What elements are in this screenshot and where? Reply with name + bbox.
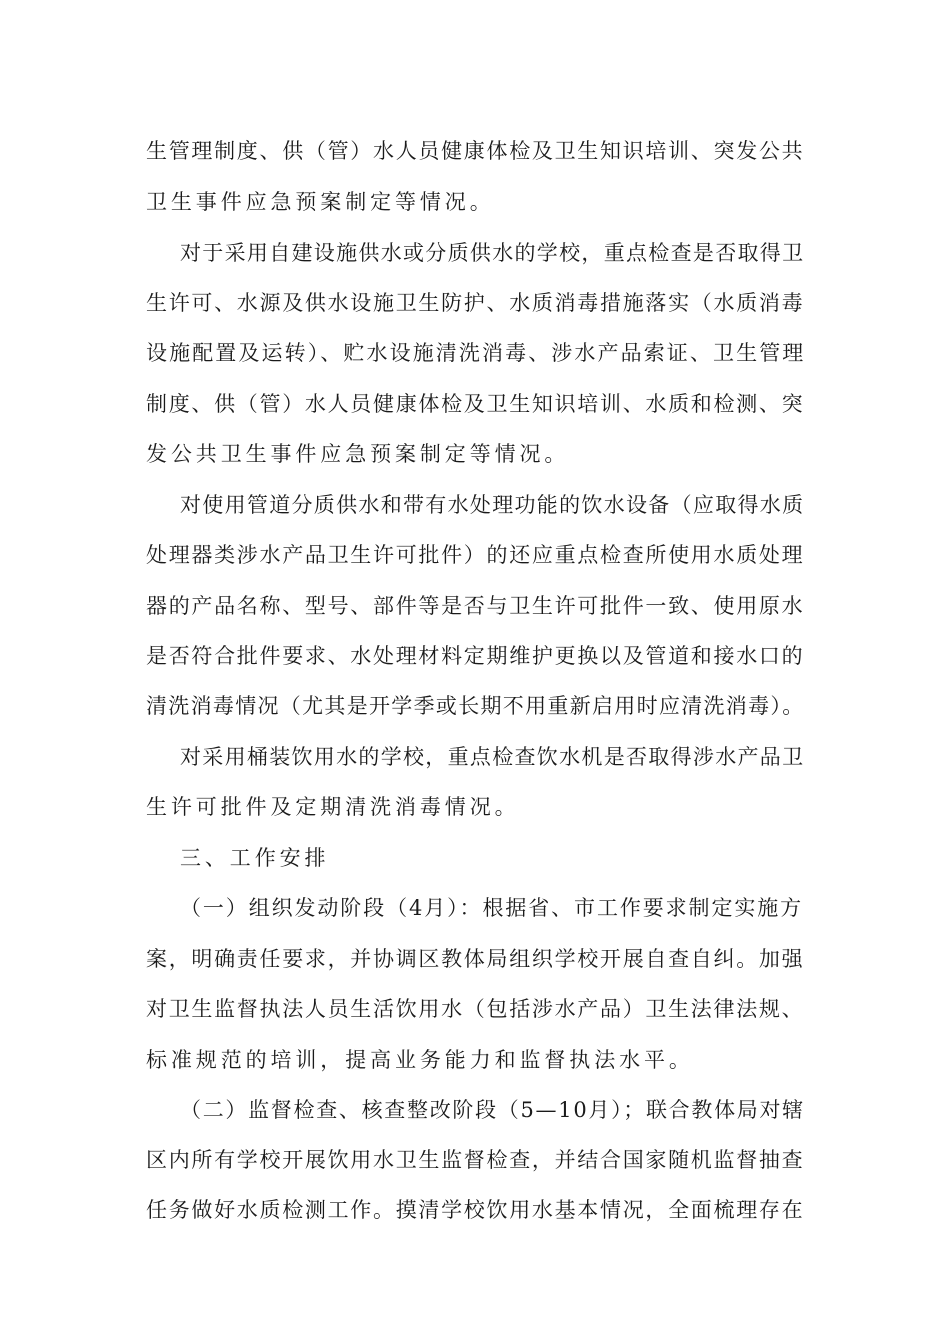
text-line: 区内所有学校开展饮用水卫生监督检查，并结合国家随机监督抽查 [146,1148,805,1172]
paragraph-start-line: 对使用管道分质供水和带有水处理功能的饮水设备（应取得水质 [180,493,805,517]
text-line: 案，明确责任要求，并协调区教体局组织学校开展自查自纠。加强 [146,947,805,971]
text-line: 设施配置及运转）、贮水设施清洗消毒、涉水产品索证、卫生管理 [146,341,806,365]
text-line: 清洗消毒情况（尤其是开学季或长期不用重新启用时应清洗消毒）。 [146,694,805,718]
paragraph-start-line: （一）组织发动阶段（4月）：根据省、市工作要求制定实施方 [180,896,804,920]
text-line: 发公共卫生事件应急预案制定等情况。 [146,442,570,466]
text-line: 任务做好水质检测工作。摸清学校饮用水基本情况，全面梳理存在 [146,1198,805,1222]
paragraph-start-line: （二）监督检查、核查整改阶段（5—10月）；联合教体局对辖 [180,1098,805,1122]
text-line: 是否符合批件要求、水处理材料定期维护更换以及管道和接水口的 [146,644,805,668]
text-line: 生管理制度、供（管）水人员健康体检及卫生知识培训、突发公共 [146,139,805,163]
text-line: 生许可批件及定期清洗消毒情况。 [146,795,520,819]
paragraph-start-line: 对于采用自建设施供水或分质供水的学校，重点检查是否取得卫 [180,241,805,265]
text-line: 标准规范的培训，提高业务能力和监督执法水平。 [146,1048,694,1072]
text-line: 生许可、水源及供水设施卫生防护、水质消毒措施落实（水质消毒 [146,291,805,315]
text-line: 对卫生监督执法人员生活饮用水（包括涉水产品）卫生法律法规、 [146,997,805,1021]
section-heading: 三、工作安排 [180,846,330,870]
text-line: 卫生事件应急预案制定等情况。 [146,190,495,214]
text-line: 制度、供（管）水人员健康体检及卫生知识培训、水质和检测、突 [146,392,805,416]
text-line: 处理器类涉水产品卫生许可批件）的还应重点检查所使用水质处理 [146,543,805,567]
paragraph-start-line: 对采用桶装饮用水的学校，重点检查饮水机是否取得涉水产品卫 [180,745,805,769]
text-line: 器的产品名称、型号、部件等是否与卫生许可批件一致、使用原水 [146,594,805,618]
